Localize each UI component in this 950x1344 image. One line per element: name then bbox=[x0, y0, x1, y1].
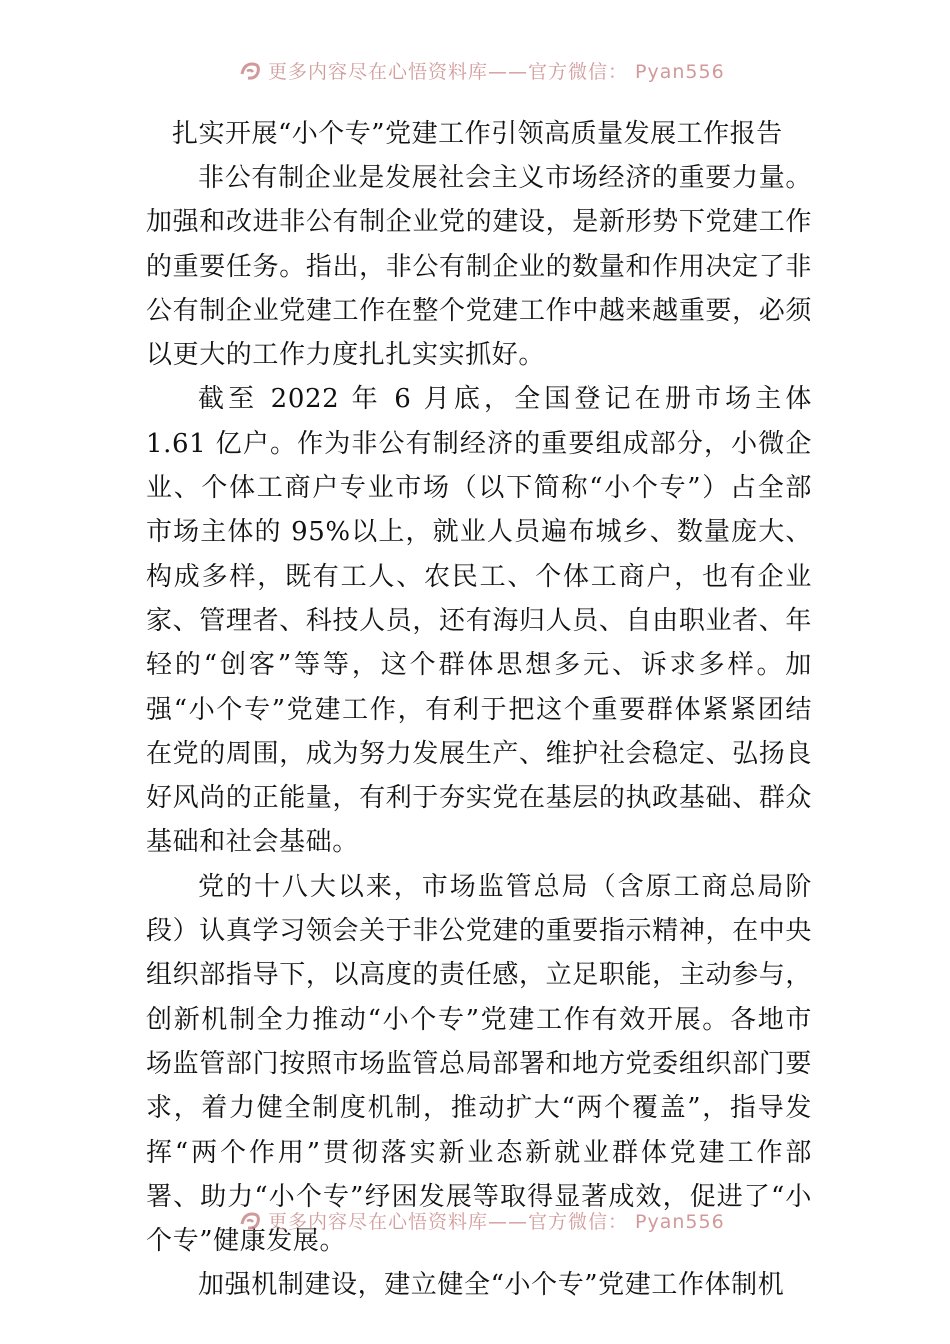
paragraph: 非公有制企业是发展社会主义市场经济的重要力量。加强和改进非公有制企业党的建设，是新形势下党建工作的重要任务。指出，非公有制企业的数量和作用决定了非公有制企业党建工作在整个党建工作中越来越重要，必须以更大的工作力度扎扎实实抓好。 bbox=[146, 163, 812, 371]
watermark-text: 更多内容尽在心悟资料库——官方微信： Pyan556 bbox=[268, 1211, 725, 1233]
watermark-logo-icon bbox=[238, 60, 264, 82]
paragraph: 截至 2022 年 6 月底，全国登记在册市场主体 1.61 亿户。作为非公有制经济的重要组成部分，小微企业、个体工商户专业市场（以下简称“小个专”）占全部市场主体的 95%以上，就业人员遍布城乡、数量庞大、构成多样，既有工人、农民工、个体工商户，也有企业家、管理者、科技人员，还有海归人员、自由职业者、年轻的“创客”等等，这个群体思想多元、诉求多样。加强“小个专”党建工作，有利于把这个重要群体紧紧团结在党的周围，成为努力发展生产、维护社会稳定、弘扬良好风尚的正能量，有利于夯实党在基层的执政基础、群众基础和社会基础。 bbox=[146, 384, 812, 858]
footer-watermark bbox=[0, 1206, 950, 1236]
document-title: 扎实开展“小个专”党建工作引领高质量发展工作报告 bbox=[172, 119, 783, 149]
paragraph: 加强机制建设，建立健全“小个专”党建工作体制机 bbox=[198, 1270, 785, 1301]
header-watermark bbox=[0, 56, 950, 86]
document-body bbox=[146, 112, 812, 1308]
paragraph: 党的十八大以来，市场监管总局（含原工商总局阶段）认真学习领会关于非公党建的重要指示精神，在中央组织部指导下，以高度的责任感，立足职能，主动参与，创新机制全力推动“小个专”党建工作有效开展。各地市场监管部门按照市场监管总局部署和地方党委组织部门要求，着力健全制度机制，推动扩大“两个覆盖”，指导发挥“两个作用”贯彻落实新业态新就业群体党建工作部署、助力“小个专”纾困发展等取得显著成效，促进了“小个专”健康发展。 bbox=[146, 871, 812, 1257]
watermark-logo-icon bbox=[238, 1210, 264, 1232]
watermark-text: 更多内容尽在心悟资料库——官方微信： Pyan556 bbox=[268, 61, 725, 83]
